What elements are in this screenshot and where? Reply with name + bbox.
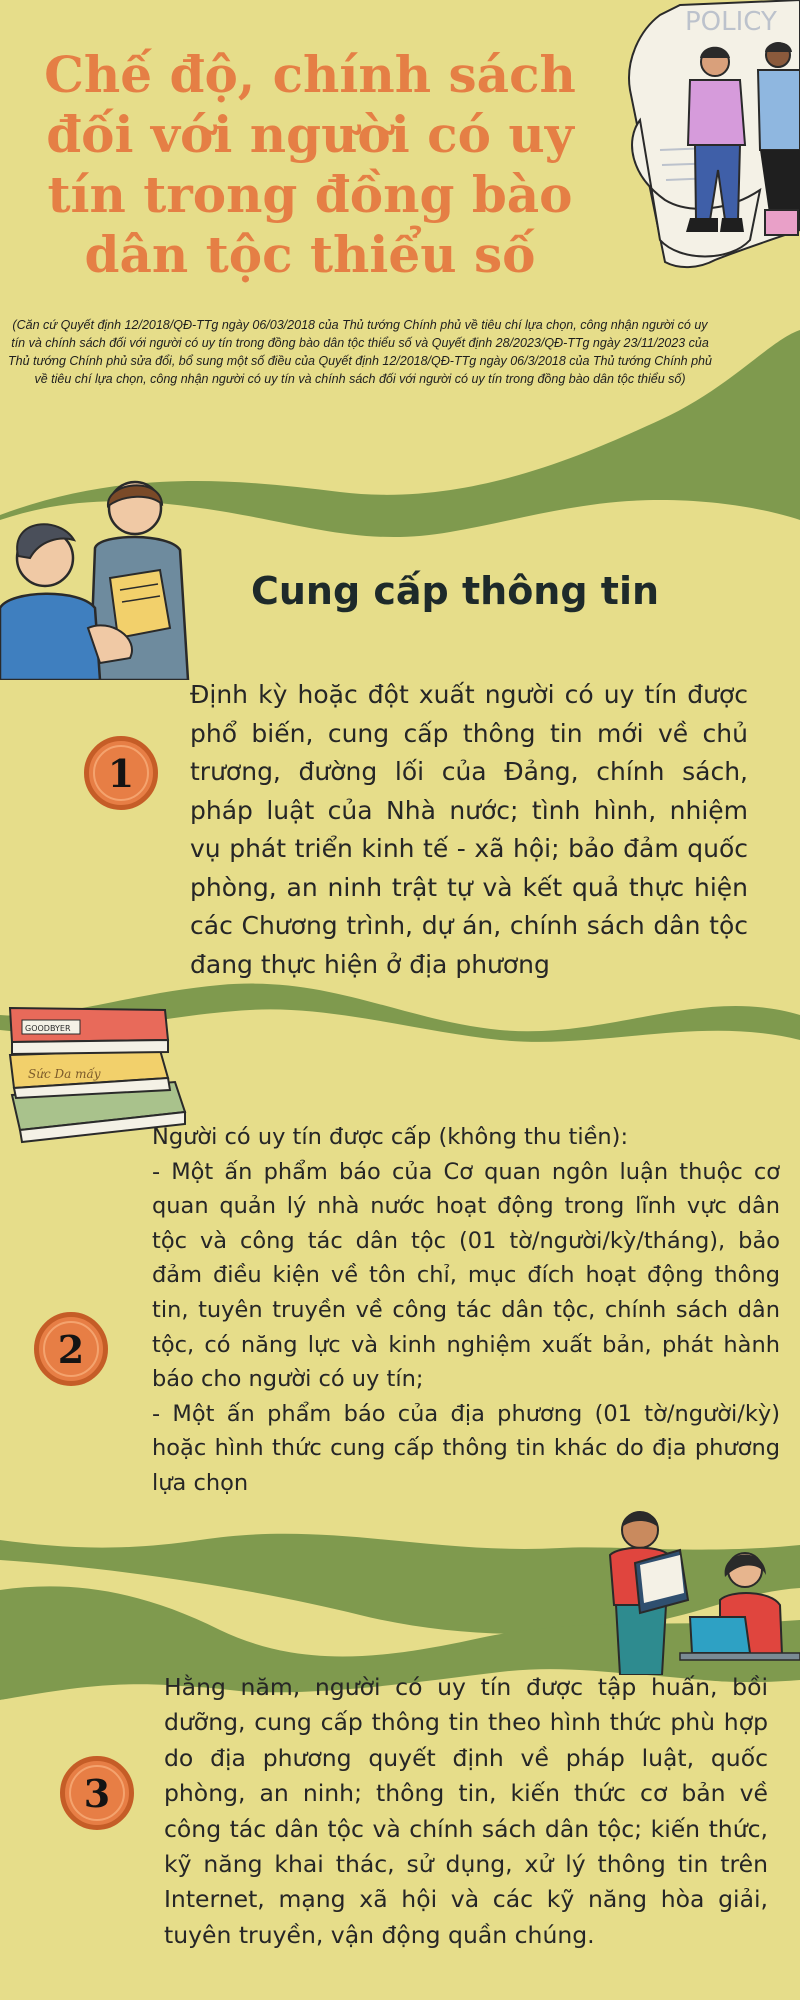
book-label-middle: Sức Da mấy	[28, 1067, 101, 1081]
item-text-2	[152, 1120, 780, 1501]
consultation-illustration	[0, 478, 200, 680]
item-number-badge-3	[60, 1756, 134, 1830]
legal-citation: (Căn cứ Quyết định 12/2018/QĐ-TTg ngày 06/03/2018 của Thủ tướng Chính phủ về tiêu chí lựa chọn, công nhận người có uy tín và chính sách đối với người có uy tín trong đồng bào dân tộc thiểu số và Quyết định 28/2023/QĐ-TTg ngày 23/11/2023 của Thủ tướng Chính phủ sửa đổi, bổ sung một số điều của Quyết định 12/2018/QĐ-TTg ngày 06/3/2018 của Thủ tướng Chính phủ về tiêu chí lựa chọn, công nhận người có uy tín và chính sách đối với người có uy tín trong đồng bào dân tộc thiểu số)	[8, 318, 712, 386]
book-label-top: GOODBYER	[25, 1024, 71, 1033]
section-title: Cung cấp thông tin	[250, 569, 660, 613]
item-2-lead: Người có uy tín được cấp (không thu tiền):	[152, 1124, 629, 1150]
item-text-1: Định kỳ hoặc đột xuất người có uy tín được phổ biến, cung cấp thông tin mới về chủ trương, đường lối của Đảng, chính sách, pháp luật của Nhà nước; tình hình, nhiệm vụ phát triển kinh tế - xã hội; bảo đảm quốc phòng, an ninh trật tự và kết quả thực hiện các Chương trình, dự án, chính sách dân tộc đang thực hiện ở địa phương	[190, 680, 748, 979]
item-number: 2	[57, 1326, 85, 1372]
item-number: 3	[83, 1770, 111, 1816]
policy-illustration	[620, 0, 800, 290]
item-2-bullet: - Một ấn phẩm báo của Cơ quan ngôn luận thuộc cơ quan quản lý nhà nước hoạt động trong lĩnh vực dân tộc và công tác dân tộc (01 tờ/người/kỳ/tháng), bảo đảm điều kiện về tôn chỉ, mục đích hoạt động thông tin, tuyên truyền về công tác dân tộc, chính sách dân tộc, có năng lực và kinh nghiệm xuất bản, phát hành báo cho người có uy tín;	[152, 1158, 780, 1393]
item-text-3: Hằng năm, người có uy tín được tập huấn, bồi dưỡng, cung cấp thông tin theo hình thức phù hợp do địa phương quyết định về pháp luật, quốc phòng, an ninh; thông tin, kiến thức cơ bản về công tác dân tộc và chính sách dân tộc; kiến thức, kỹ năng khai thác, sử dụng, xử lý thông tin trên Internet, mạng xã hội và các kỹ năng hòa giải, tuyên truyền, vận động quần chúng.	[164, 1673, 768, 1949]
item-2-bullet: - Một ấn phẩm báo của địa phương (01 tờ/người/kỳ) hoặc hình thức cung cấp thông tin khác do địa phương lựa chọn	[152, 1400, 780, 1496]
policy-sign-text: POLICY	[685, 7, 777, 37]
page-title: Chế độ, chính sách đối với người có uy tín trong đồng bào dân tộc thiểu số	[44, 45, 576, 284]
item-number: 1	[107, 750, 135, 796]
reading-illustration	[570, 1505, 800, 1675]
item-number-badge-1	[84, 736, 158, 810]
badge-ring	[43, 1321, 99, 1377]
badge-ring	[69, 1765, 125, 1821]
badge-ring	[93, 745, 149, 801]
item-number-badge-2	[34, 1312, 108, 1386]
